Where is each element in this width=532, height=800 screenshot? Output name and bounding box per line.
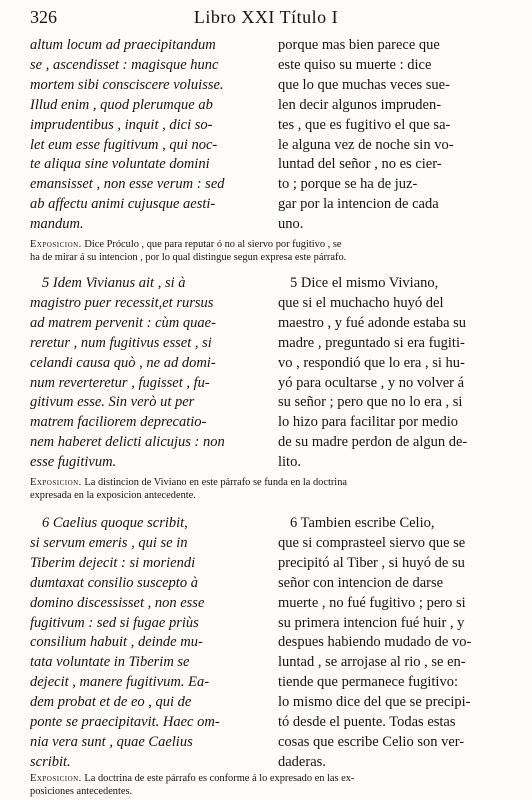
spanish-line: 5 Dice el mismo Viviano, bbox=[290, 275, 439, 291]
spanish-line: precipitó al Tiber , si huyó de su bbox=[278, 554, 465, 571]
exposicion-note bbox=[30, 238, 510, 264]
exposicion-label: Exposicion. bbox=[30, 477, 82, 488]
latin-line: mandum. bbox=[30, 216, 84, 233]
section-6 bbox=[30, 514, 510, 774]
spanish-line: to ; porque se ha de juz- bbox=[278, 176, 418, 193]
exposicion-line bbox=[30, 476, 510, 489]
latin-text bbox=[30, 274, 262, 473]
spanish-line: madre , preguntado si era fugiti- bbox=[278, 334, 465, 351]
exposicion-line bbox=[30, 238, 510, 251]
exposicion-text: La distincion de Viviano en este párrafo se funda en la doctrina bbox=[81, 477, 348, 488]
spanish-line: daderas. bbox=[278, 753, 326, 770]
exposicion-note bbox=[30, 772, 510, 798]
latin-line: imprudentibus , inquit , dici so- bbox=[30, 116, 213, 133]
exposicion-note bbox=[30, 476, 510, 502]
spanish-line: lo mismo dice del que se precipi- bbox=[278, 694, 471, 711]
latin-line: Tiberim dejecit : si moriendi bbox=[30, 554, 196, 571]
exposicion-label: Exposicion. bbox=[30, 773, 82, 784]
spanish-line: luntad , se arrojase al rio , se en- bbox=[278, 654, 466, 671]
latin-line: reretur , num fugitivus esset , si bbox=[30, 334, 212, 351]
latin-line: ponte se praecipitavit. Haec om- bbox=[30, 714, 220, 731]
spanish-line: su señor ; pero que no lo era , si bbox=[278, 394, 463, 411]
exposicion-line bbox=[30, 772, 510, 785]
latin-line: num reverteretur , fugisset , fu- bbox=[30, 374, 210, 391]
spanish-line: vo , respondió que lo era , si hu- bbox=[278, 354, 465, 371]
latin-line: fugitivum : sed si fugae priùs bbox=[30, 614, 199, 631]
spanish-line: que si comprasteel siervo que se bbox=[278, 534, 466, 551]
latin-line: ab affectu animi cujusque aesti- bbox=[30, 196, 216, 213]
latin-line: altum locum ad praecipitandum bbox=[30, 37, 216, 53]
latin-line: se , ascendisset : magisque hunc bbox=[30, 56, 219, 73]
spanish-line: tó desde el puente. Todas estas bbox=[278, 714, 456, 731]
spanish-line: muerte , no fué fugitivo ; pero si bbox=[278, 594, 466, 611]
latin-line: te aliqua sine voluntate domini bbox=[30, 156, 210, 173]
latin-line: scribit. bbox=[30, 753, 71, 770]
latin-line: gitivum esse. Sin verò ut per bbox=[30, 394, 195, 411]
spanish-line: señor con intencion de darse bbox=[278, 574, 444, 591]
spanish-line: despues habiendo mudado de vo- bbox=[278, 634, 472, 651]
exposicion-text: La doctrina de este párrafo es conforme á lo expresado en las ex- bbox=[81, 773, 355, 784]
latin-line: si servum emeris , qui se in bbox=[30, 534, 188, 551]
spanish-line: que si el muchacho huyó del bbox=[278, 294, 444, 311]
latin-line: dumtaxat consilio suscepto à bbox=[30, 574, 198, 591]
latin-line: tata voluntate in Tiberim se bbox=[30, 654, 190, 671]
latin-line: consilium habuit , deinde mu- bbox=[30, 634, 203, 651]
section-5 bbox=[30, 274, 510, 474]
spanish-line: porque mas bien parece que bbox=[278, 37, 440, 53]
spanish-text bbox=[278, 514, 510, 773]
latin-line: let eum esse fugitivum , qui noc- bbox=[30, 136, 218, 153]
spanish-line: lito. bbox=[278, 454, 301, 471]
latin-line: dejecit , manere fugitivum. Ea- bbox=[30, 674, 210, 691]
spanish-line: len decir algunos impruden- bbox=[278, 96, 442, 113]
spanish-line: le alguna vez de noche sin vo- bbox=[278, 136, 454, 153]
spanish-line: gar por la intencion de cada bbox=[278, 196, 439, 213]
spanish-line: cosas que escribe Celio son ver- bbox=[278, 733, 465, 750]
latin-text bbox=[30, 514, 262, 773]
latin-line: 5 Idem Vivianus ait , si à bbox=[42, 275, 186, 291]
latin-line: celandi causa quò , ne ad domi- bbox=[30, 354, 216, 371]
exposicion-text: Dice Próculo , que para reputar ó no al siervo por fugitivo , se bbox=[81, 239, 342, 250]
latin-line: matrem faciliorem deprecatio- bbox=[30, 414, 207, 431]
exposicion-line: expresada en la exposicion antecedente. bbox=[30, 490, 196, 501]
spanish-line: que lo que muchas veces sue- bbox=[278, 76, 450, 93]
spanish-line: tiende que permanece fugitivo: bbox=[278, 674, 458, 691]
latin-line: Illud enim , quod plerumque ab bbox=[30, 96, 213, 113]
latin-line: nem haberet delicti alicujus : non bbox=[30, 434, 225, 451]
spanish-line: luntad del señor , no es cier- bbox=[278, 156, 442, 173]
spanish-line: lo hizo para facilitar por medio bbox=[278, 414, 458, 431]
latin-line: ad matrem pervenit : cùm quae- bbox=[30, 314, 216, 331]
spanish-line: maestro , y fué adonde estaba su bbox=[278, 314, 467, 331]
spanish-line: 6 Tambien escribe Celio, bbox=[290, 515, 435, 531]
latin-line: domino discessisset , non esse bbox=[30, 594, 205, 611]
latin-line: nia vera sunt , quae Caelius bbox=[30, 733, 193, 750]
spanish-line: este quiso su muerte : dice bbox=[278, 56, 432, 73]
section-continuation bbox=[30, 36, 510, 236]
spanish-line: uno. bbox=[278, 216, 304, 233]
latin-line: magistro puer recessit,et rursus bbox=[30, 294, 214, 311]
latin-line: esse fugitivum. bbox=[30, 454, 117, 471]
page-number: 326 bbox=[30, 7, 57, 27]
page-header bbox=[0, 0, 532, 30]
latin-line: mortem sibi consciscere voluisse. bbox=[30, 76, 224, 93]
latin-line: emansisset , non esse verum : sed bbox=[30, 176, 225, 193]
latin-text bbox=[30, 36, 262, 235]
spanish-line: su primera intencion fué huir , y bbox=[278, 614, 465, 631]
exposicion-line: ha de mirar á su intencion , por lo qual distingue segun expresa este párrafo. bbox=[30, 252, 347, 263]
spanish-line: tes , que es fugitivo el que sa- bbox=[278, 116, 451, 133]
latin-line: dem probat et de eo , qui de bbox=[30, 694, 192, 711]
spanish-line: de su madre perdon de algun de- bbox=[278, 434, 468, 451]
latin-line: 6 Caelius quoque scribit, bbox=[42, 515, 188, 531]
spanish-text bbox=[278, 274, 510, 473]
exposicion-line: posiciones antecedentes. bbox=[30, 786, 133, 797]
exposicion-label: Exposicion. bbox=[30, 239, 82, 250]
spanish-line: yó para ocultarse , y no volver á bbox=[278, 374, 465, 391]
running-title: Libro XXI Título I bbox=[193, 7, 339, 27]
spanish-text bbox=[278, 36, 510, 235]
